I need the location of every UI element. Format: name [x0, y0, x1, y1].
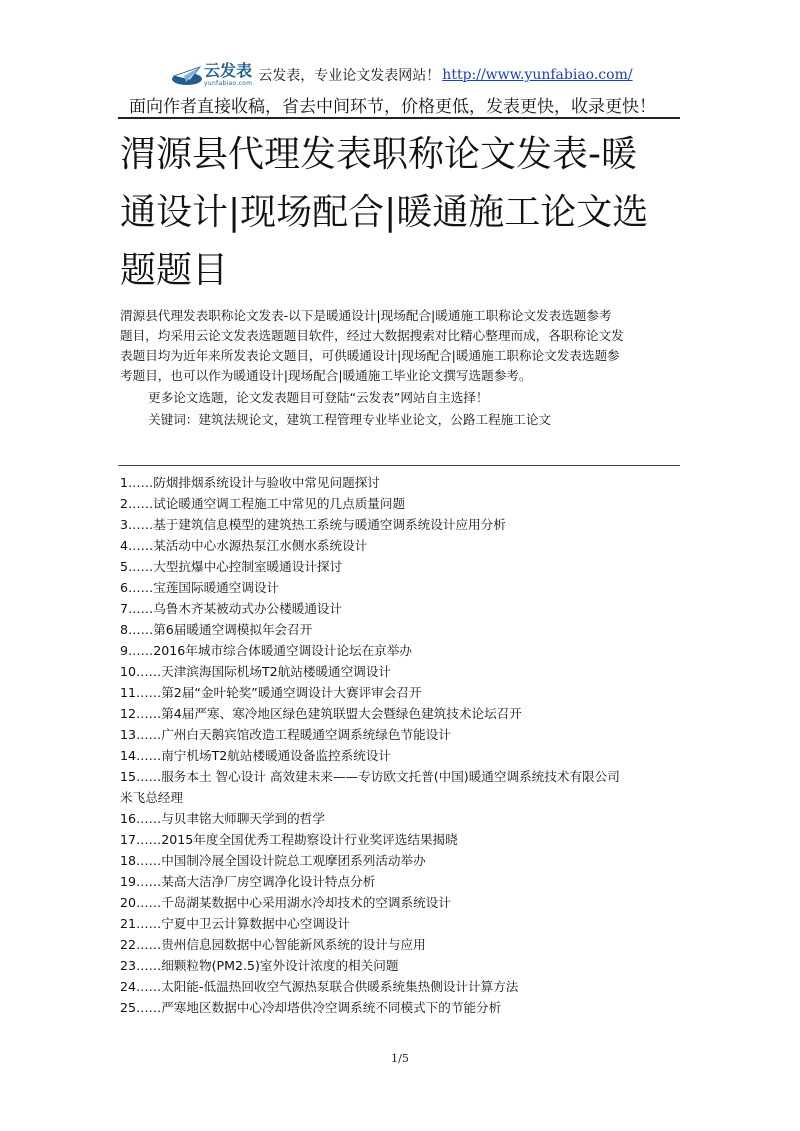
list-item: 4……某活动中心水源热泵江水侧水系统设计 — [120, 538, 368, 553]
topic-list — [120, 472, 682, 1018]
list-item: 17……2015年度全国优秀工程勘察设计行业奖评选结果揭晓 — [120, 832, 458, 847]
list-item: 3……基于建筑信息模型的建筑热工系统与暖通空调系统设计应用分析 — [120, 517, 506, 532]
list-item: 2……试论暖通空调工程施工中常见的几点质量问题 — [120, 496, 406, 511]
site-slogan: 面向作者直接收稿，省去中间环节，价格更低，发表更快，收录更快！ — [129, 97, 656, 117]
list-item: 8……第6届暖通空调模拟年会召开 — [120, 622, 313, 637]
list-item: 9……2016年城市综合体暖通空调设计论坛在京举办 — [120, 643, 412, 658]
more-topics-note: 更多论文选题，论文发表题目可登陆“云发表”网站自主选择！ — [148, 390, 489, 405]
list-item: 25……严寒地区数据中心冷却塔供冷空调系统不同模式下的节能分析 — [120, 1000, 502, 1015]
header-divider — [118, 117, 680, 119]
paper-plane-logo-icon — [170, 64, 204, 86]
list-item: 米飞总经理 — [120, 790, 183, 805]
list-item: 23……细颗粒物(PM2.5)室外设计浓度的相关问题 — [120, 958, 399, 973]
logo-domain-text: yunfabiao.com — [204, 80, 253, 87]
site-header — [170, 62, 633, 88]
site-url-link[interactable]: http://www.yunfabiao.com/ — [442, 67, 633, 83]
list-item: 22……贵州信息园数据中心智能新风系统的设计与应用 — [120, 937, 426, 952]
site-tagline: 云发表，专业论文发表网站！ — [258, 68, 441, 84]
list-item: 12……第4届严寒、寒冷地区绿色建筑联盟大会暨绿色建筑技术论坛召开 — [120, 706, 522, 721]
document-title — [120, 126, 684, 300]
intro-line: 考题目，也可以作为暖通设计|现场配合|暖通施工毕业论文撰写选题参考。 — [120, 368, 532, 383]
title-line: 题题目 — [120, 250, 229, 291]
list-item: 13……广州白天鹅宾馆改造工程暖通空调系统绿色节能设计 — [120, 727, 451, 742]
title-line: 通设计|现场配合|暖通施工论文选 — [120, 192, 649, 233]
list-item: 16……与贝聿铭大师聊天学到的哲学 — [120, 811, 325, 826]
section-divider — [118, 465, 680, 466]
list-item: 15……服务本土 智心设计 高效建未来——专访欧文托普(中国)暖通空调系统技术有限公司 — [120, 769, 620, 784]
list-item: 24……太阳能-低温热回收空气源热泵联合供暖系统集热侧设计计算方法 — [120, 979, 519, 994]
list-item: 7……乌鲁木齐某被动式办公楼暖通设计 — [120, 601, 343, 616]
list-item: 10……天津滨海国际机场T2航站楼暖通空调设计 — [120, 664, 392, 679]
list-item: 18……中国制冷展全国设计院总工观摩团系列活动举办 — [120, 853, 426, 868]
intro-paragraph — [120, 306, 682, 386]
intro-line: 题目，均采用云论文发表选题题目软件，经过大数据搜索对比精心整理而成，各职称论文发 — [120, 328, 624, 343]
list-item: 11……第2届“金叶轮奖”暖通空调设计大赛评审会召开 — [120, 685, 422, 700]
site-logo[interactable] — [170, 63, 252, 87]
page-number: 1/5 — [391, 1052, 409, 1065]
list-item: 21……宁夏中卫云计算数据中心空调设计 — [120, 916, 351, 931]
list-item: 14……南宁机场T2航站楼暖通设备监控系统设计 — [120, 748, 392, 763]
list-item: 20……千岛湖某数据中心采用湖水冷却技术的空调系统设计 — [120, 895, 451, 910]
keywords-line: 关键词：建筑法规论文，建筑工程管理专业毕业论文，公路工程施工论文 — [148, 412, 551, 427]
list-item: 6……宝莲国际暖通空调设计 — [120, 580, 280, 595]
logo-brand-text: 云发表 — [204, 61, 253, 80]
title-line: 渭源县代理发表职称论文发表-暖 — [120, 134, 637, 175]
list-item: 5……大型抗爆中心控制室暖通设计探讨 — [120, 559, 343, 574]
intro-line: 表题目均为近年来所发表论文题目，可供暖通设计|现场配合|暖通施工职称论文发表选题参 — [120, 348, 620, 363]
list-item: 1……防烟排烟系统设计与验收中常见问题探讨 — [120, 475, 380, 490]
intro-line: 渭源县代理发表职称论文发表-以下是暖通设计|现场配合|暖通施工职称论文发表选题参考 — [120, 308, 612, 323]
list-item: 19……某高大洁净厂房空调净化设计特点分析 — [120, 874, 376, 889]
